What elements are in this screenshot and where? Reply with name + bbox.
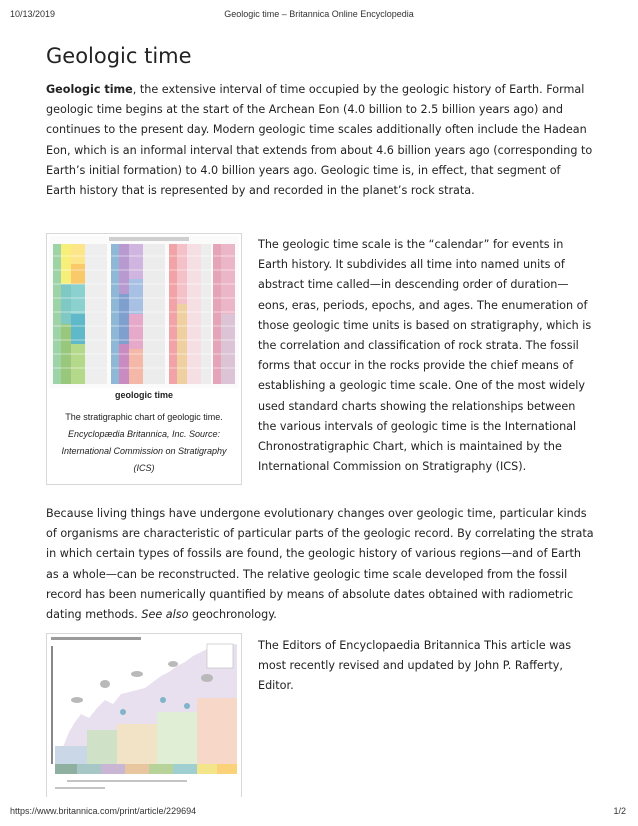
intro-paragraph xyxy=(46,80,594,201)
diversity-chart-image xyxy=(47,634,241,796)
figure-caption-source-abbrev: (ICS) xyxy=(133,463,155,473)
print-page-title: Geologic time – Britannica Online Encyclopedia xyxy=(224,9,414,19)
print-header xyxy=(0,9,638,21)
fossil-record-paragraph xyxy=(46,504,594,625)
timescale-paragraph: The geologic time scale is the “calendar” for events in Earth history. It subdivides all time into named units of abstract time called—in descending order of duration—eons, eras, periods, epochs, and ages. The enumeration of those geologic time units is based on stratigraphy, which is the correlation and classification of rock strata. The fossil forms that occur in the rocks provide the chief means of establishing a geologic time scale. One of the most widely used standard charts showing the relationships between the various intervals of geologic time is the International Chronostratigraphic Chart, which is maintained by the International Commission on Stratigraphy (ICS). xyxy=(258,238,592,474)
figure-caption-description: The stratigraphic chart of geologic time. xyxy=(65,412,223,422)
print-date: 10/13/2019 xyxy=(10,9,56,19)
editors-credit-paragraph: The Editors of Encyclopaedia Britannica This article was most recently revised and updated by John P. Rafferty, Editor. xyxy=(258,639,572,693)
fossil-record-text: Because living things have undergone evolutionary changes over geologic time, particular kinds of organisms are characteristic of particular parts of the geologic record. By correlating the strata in which certain types of fossils are found, the geologic history of various regions—and of Earth as a whole—can be reconstructed. The relative geologic time scale developed from the fossil record has been numerically quantified by means of absolute dates obtained with radiometric dating methods. xyxy=(46,507,594,622)
figure-caption-title: geologic time xyxy=(114,390,173,400)
intro-text: , the extensive interval of time occupied by the geologic history of Earth. Formal geologic time begins at the start of the Archean Eon (4.0 billion to 2.5 billion years ago) and continues to the present day. Modern geologic time scales additionally often include the Hadean Eon, which is an informal interval that extends from about 4.6 billion years ago (corresponding to Earth’s initial formation) to 4.0 billion years ago. Geologic time is, in effect, that segment of Earth history that is represented by and recorded in the planet’s rock strata. xyxy=(46,83,593,198)
intro-term: Geologic time xyxy=(46,83,133,96)
figure-caption-credit: Encyclopædia Britannica, Inc. Source: xyxy=(67,429,221,439)
stratigraphic-chart-image xyxy=(49,236,239,388)
print-footer xyxy=(0,806,638,818)
print-url: https://www.britannica.com/print/article/229694 xyxy=(10,806,197,816)
geochronology-link[interactable]: geochronology. xyxy=(188,608,277,622)
article-title: Geologic time xyxy=(46,44,192,68)
print-page-number: 1/2 xyxy=(613,806,626,816)
animal-families-diversity-figure[interactable] xyxy=(46,633,242,797)
see-also-label: See also xyxy=(141,608,189,622)
figure-caption-source: International Commission on Stratigraphy xyxy=(61,446,227,456)
